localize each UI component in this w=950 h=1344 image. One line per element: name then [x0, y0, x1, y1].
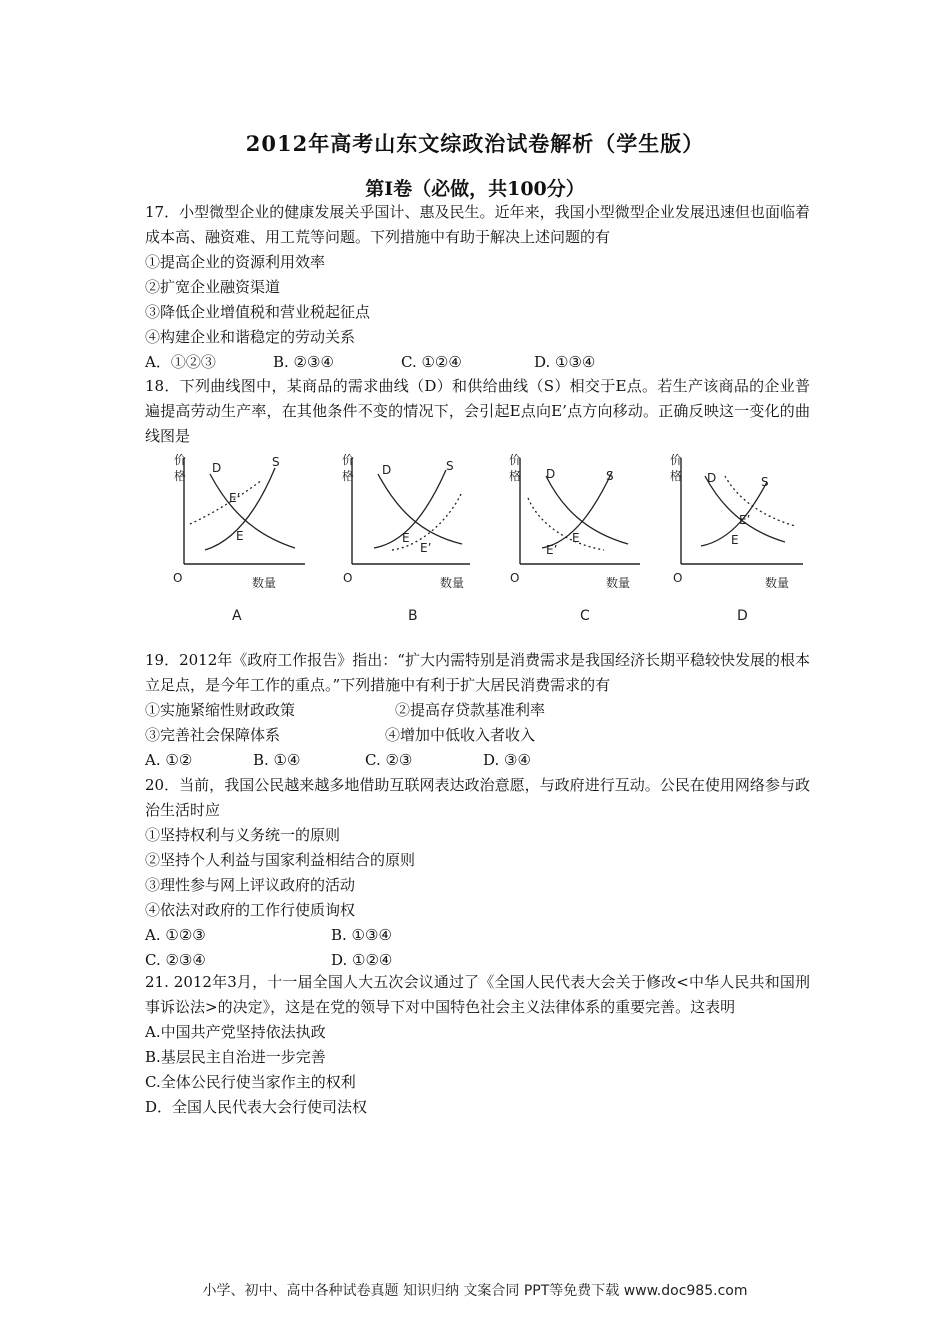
- section-subtitle: 第Ⅰ卷（必做，共100分）: [365, 178, 585, 200]
- graph-b-e-prime-label: E’: [420, 541, 432, 555]
- graph-d-e-label: E: [731, 533, 739, 547]
- q19-option-a: A. ①②: [145, 751, 193, 769]
- graph-c-demand-curve: [546, 476, 628, 544]
- q19-option-c: C. ②③: [365, 751, 413, 769]
- q21-option-b: B.基层民主自治进一步完善: [145, 1048, 326, 1066]
- graph-a-e-label: E: [236, 529, 244, 543]
- graph-c-caption: C: [580, 608, 590, 624]
- graph-a: [160, 446, 310, 624]
- q17-option-d: D. ①③④: [534, 353, 596, 371]
- q19-items-row-2: [145, 723, 810, 748]
- q17-option-b: B. ②③④: [273, 353, 334, 371]
- question-18-stem: 18．下列曲线图中，某商品的需求曲线（D）和供给曲线（S）相交于E点。若生产该商品的企业普遍提高劳动生产率，在其他条件不变的情况下，会引起E点向E’点方向移动。正确反映这一变化的曲线图是: [145, 377, 810, 445]
- q20-option-a: A. ①②③: [145, 926, 206, 944]
- q19-item-4: ④增加中低收入者收入: [385, 726, 536, 744]
- q19-items-row-1: [145, 698, 810, 723]
- q20-option-d: D. ①②④: [331, 951, 393, 969]
- question-19-stem: 19．2012年《政府工作报告》指出：“扩大内需特别是消费需求是我国经济长期平稳较快发展的根本立足点，是今年工作的重点。”下列措施中有利于扩大居民消费需求的有: [145, 651, 810, 694]
- q17-options: [145, 350, 810, 375]
- q20-option-c: C. ②③④: [145, 951, 206, 969]
- graph-b-demand-curve: [378, 474, 462, 544]
- graph-a-shifted-curve: [190, 480, 262, 524]
- q19-item-2: ②提高存贷款基准利率: [395, 701, 546, 719]
- q20-item-2: ②坚持个人利益与国家利益相结合的原则: [145, 851, 416, 869]
- graph-d-price-label-1: 价: [670, 453, 683, 467]
- graph-b-origin: O: [343, 571, 353, 585]
- graph-d-e-prime-label: E’: [739, 513, 751, 527]
- graph-a-price-label-2: 格: [174, 469, 187, 483]
- supply-demand-graphs: [160, 446, 810, 624]
- q19-item-1: ①实施紧缩性财政政策: [145, 701, 296, 719]
- graph-c-e-prime-label: E’: [546, 543, 558, 557]
- question-17-stem: 17．小型微型企业的健康发展关乎国计、惠及民生。近年来，我国小型微型企业发展迅速但也面临着成本高、融资难、用工荒等问题。下列措施中有助于解决上述问题的有: [145, 203, 810, 246]
- q17-option-c: C. ①②④: [401, 353, 462, 371]
- graph-a-origin: O: [173, 571, 183, 585]
- graph-c-quantity-label: 数量: [606, 576, 631, 590]
- graph-b-d-label: D: [382, 463, 392, 477]
- graph-d: [665, 446, 810, 624]
- q21-option-a: A.中国共产党坚持依法执政: [145, 1023, 326, 1041]
- graph-d-demand-curve: [705, 476, 785, 542]
- graph-d-caption: D: [737, 608, 748, 624]
- graph-c-price-label-2: 格: [509, 469, 522, 483]
- graph-d-s-label: S: [761, 475, 769, 489]
- question-18: [145, 374, 810, 449]
- graph-a-quantity-label: 数量: [252, 576, 277, 590]
- page-footer: 小学、初中、高中各种试卷真题 知识归纳 文案合同 PPT等免费下载 www.doc985.com: [202, 1283, 748, 1299]
- q19-options: [145, 748, 810, 773]
- graph-a-e-prime-label: E’: [229, 491, 241, 505]
- graph-b-price-label-1: 价: [342, 453, 355, 467]
- graph-b: [330, 446, 480, 624]
- q17-item-2: ②扩宽企业融资渠道: [145, 278, 281, 296]
- graph-a-d-label: D: [212, 461, 222, 475]
- graph-d-origin: O: [673, 571, 683, 585]
- q17-item-3: ③降低企业增值税和营业税起征点: [145, 303, 371, 321]
- q20-option-b: B. ①③④: [331, 926, 392, 944]
- q21-option-c: C.全体公民行使当家作主的权利: [145, 1073, 356, 1091]
- graph-b-caption: B: [408, 608, 418, 624]
- q20-options-row-1: [145, 923, 810, 948]
- q17-option-a: A．①②③: [145, 353, 216, 371]
- question-21: [145, 970, 810, 1120]
- q20-item-4: ④依法对政府的工作行使质询权: [145, 901, 356, 919]
- graph-b-quantity-label: 数量: [440, 576, 465, 590]
- graph-c-e-label: E: [572, 531, 580, 545]
- question-20: [145, 773, 810, 973]
- q21-option-d: D．全国人民代表大会行使司法权: [145, 1098, 368, 1116]
- q19-item-3: ③完善社会保障体系: [145, 726, 281, 744]
- q20-item-1: ①坚持权利与义务统一的原则: [145, 826, 341, 844]
- q17-item-4: ④构建企业和谐稳定的劳动关系: [145, 328, 356, 346]
- graph-c-d-label: D: [546, 467, 556, 481]
- question-19: [145, 648, 810, 773]
- graph-b-price-label-2: 格: [342, 469, 355, 483]
- graph-a-s-label: S: [272, 455, 280, 469]
- question-20-stem: 20．当前，我国公民越来越多地借助互联网表达政治意愿，与政府进行互动。公民在使用网络参与政治生活时应: [145, 776, 810, 819]
- q20-item-3: ③理性参与网上评议政府的活动: [145, 876, 356, 894]
- question-17: [145, 200, 810, 375]
- graph-d-quantity-label: 数量: [765, 576, 790, 590]
- graph-d-price-label-2: 格: [670, 469, 683, 483]
- graph-d-shifted-curve: [725, 476, 795, 526]
- graph-b-e-label: E: [402, 531, 410, 545]
- page-title: 2012年高考山东文综政治试卷解析（学生版）: [245, 131, 705, 156]
- graph-b-supply-curve: [374, 470, 446, 548]
- graph-c: [500, 446, 650, 624]
- graph-c-price-label-1: 价: [509, 453, 522, 467]
- graph-a-caption: A: [232, 608, 242, 624]
- graph-b-s-label: S: [446, 459, 454, 473]
- graph-c-s-label: S: [606, 469, 614, 483]
- q17-item-1: ①提高企业的资源利用效率: [145, 253, 326, 271]
- graph-c-origin: O: [510, 571, 520, 585]
- question-21-stem: 21. 2012年3月，十一届全国人大五次会议通过了《全国人民代表大会关于修改<中华人民共和国刑事诉讼法>的决定》，这是在党的领导下对中国特色社会主义法律体系的重要完善。这表明: [145, 973, 810, 1016]
- graph-a-price-label-1: 价: [174, 453, 187, 467]
- q19-option-d: D. ③④: [483, 751, 531, 769]
- q19-option-b: B. ①④: [253, 751, 301, 769]
- graph-d-d-label: D: [707, 471, 717, 485]
